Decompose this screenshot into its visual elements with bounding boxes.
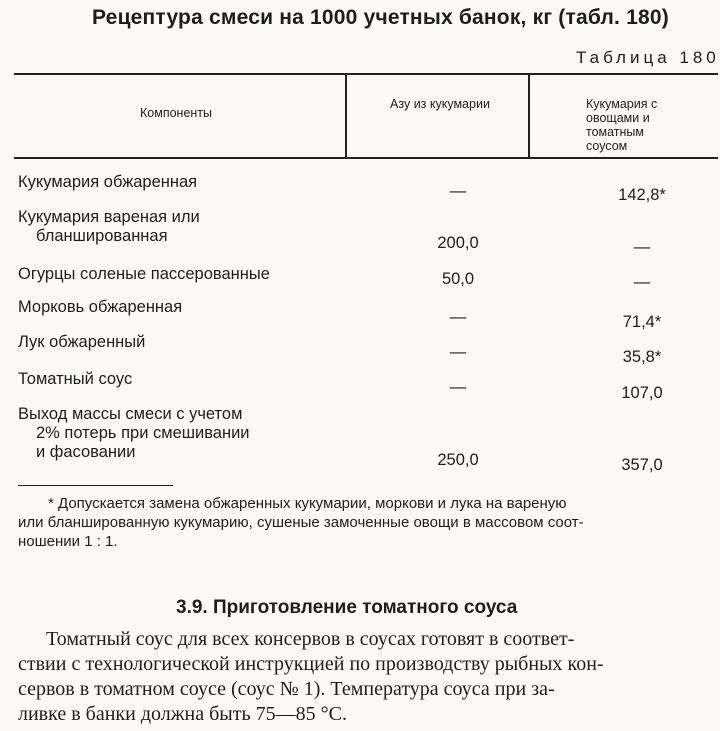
row-cucumbers-col1: 50,0	[441, 270, 475, 288]
row-cucumbers-col2: —	[633, 273, 651, 291]
footnote-line-3: ношении 1 : 1.	[18, 533, 118, 550]
row-label-yield: Выход массы смеси с учетом 2% потерь при смешивании и фасовании	[18, 405, 250, 461]
row-carrot-col1: —	[449, 308, 467, 326]
row-label-carrot: Морковь обжаренная	[18, 298, 183, 316]
row-kukumaria-fried-col2: 142,8*	[618, 186, 666, 204]
footnote-rule	[18, 485, 173, 486]
row-label-cucumbers: Огурцы соленые пассерованные	[18, 265, 270, 283]
page-title: Рецептура смеси на 1000 учетных банок, кг (табл. 180)	[92, 6, 669, 29]
row-onion-col1: —	[449, 343, 467, 361]
table-col-divider-1	[345, 75, 347, 157]
header-kukumaria-vegetables: Кукумария с овощами и томатным соусом	[586, 97, 658, 153]
row-label-kukumaria-boiled: Кукумария вареная или бланшированная	[18, 208, 200, 245]
paragraph-line-1: Томатный соус для всех консервов в соусах готовят в соответ-	[46, 628, 575, 650]
row-onion-col2: 35,8*	[622, 348, 662, 366]
row-yield-col2: 357,0	[621, 456, 663, 474]
header-components: Компоненты	[140, 106, 213, 120]
row-kukumaria-fried-col1: —	[449, 182, 467, 200]
row-label-onion: Лук обжаренный	[18, 333, 146, 351]
row-tomato-sauce-col1: —	[449, 378, 467, 396]
row-kukumaria-boiled-col2: —	[633, 238, 651, 256]
paragraph-line-4: ливке в банки должна быть 75—85 °С.	[18, 703, 347, 725]
table-number: Таблица 180	[576, 48, 720, 67]
table-col-divider-2	[528, 75, 530, 157]
table-header-rule	[14, 157, 718, 159]
table-top-rule	[14, 73, 718, 75]
row-label-kukumaria-fried: Кукумария обжаренная	[18, 173, 198, 191]
row-kukumaria-boiled-col1: 200,0	[437, 234, 479, 252]
row-yield-col1: 250,0	[437, 451, 479, 469]
paragraph-line-2: ствии с технологической инструкцией по производству рыбных кон-	[18, 653, 604, 675]
section-heading: 3.9. Приготовление томатного соуса	[176, 597, 518, 618]
footnote-line-2: или бланшированную кукумарию, сушеные замоченные овощи в массовом соот-	[18, 514, 584, 531]
row-label-tomato-sauce: Томатный соус	[18, 370, 133, 388]
footnote-line-1: * Допускается замена обжаренных кукумарии, моркови и лука на вареную	[48, 495, 567, 512]
row-tomato-sauce-col2: 107,0	[621, 384, 663, 402]
header-azu: Азу из кукумарии	[390, 97, 490, 111]
row-carrot-col2: 71,4*	[622, 313, 662, 331]
paragraph-line-3: сервов в томатном соусе (соус № 1). Температура соуса при за-	[18, 678, 555, 700]
